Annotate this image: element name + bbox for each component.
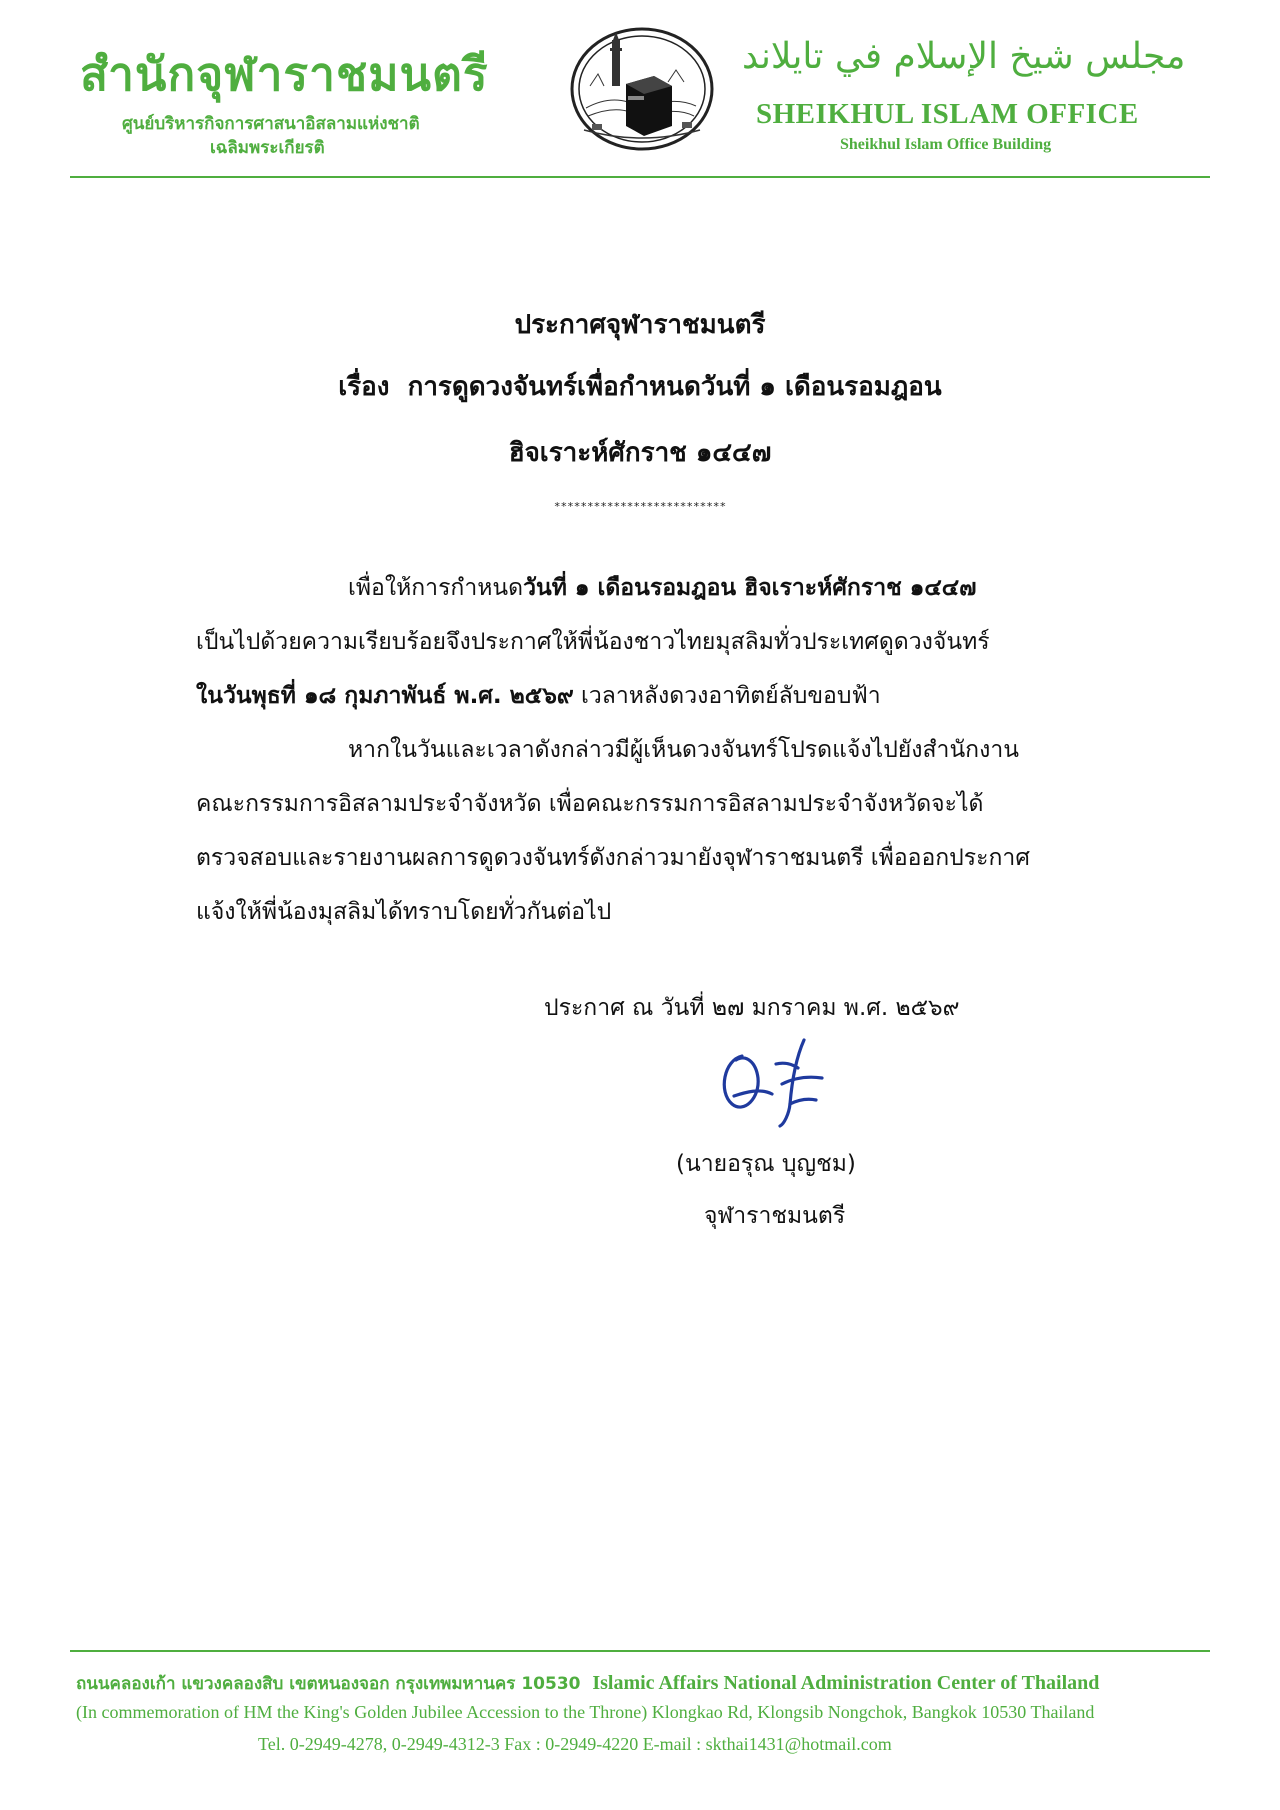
body-line — [196, 678, 881, 714]
announcement-title: ประกาศจุฬาราชมนตรี — [514, 310, 766, 340]
org-subtitle-thai: ศูนย์บริหารกิจการศาสนาอิสลามแห่งชาติ — [122, 114, 420, 134]
kaaba-emblem-icon — [568, 26, 716, 152]
announcement-era: ฮิจเราะห์ศักราช ๑๔๔๗ — [508, 438, 772, 468]
footer-address — [76, 1670, 1099, 1697]
org-subtitle-thai-2: เฉลิมพระเกียรติ — [210, 138, 325, 158]
announcement-subject — [0, 366, 1280, 407]
body-text-bold: วันที่ ๑ เดือนรอมฎอน ฮิจเราะห์ศักราช ๑๔๔๗ — [523, 575, 977, 601]
signatory-name: (นายอรุณ บุญชม) — [676, 1151, 856, 1177]
body-text: เวลาหลังดวงอาทิตย์ลับขอบฟ้า — [573, 683, 881, 709]
footer-divider — [70, 1650, 1210, 1652]
body-line: เป็นไปด้วยความเรียบร้อยจึงประกาศให้พี่น้องชาวไทยมุสลิมทั่วประเทศดูดวงจันทร์ — [196, 629, 990, 655]
subject-text: การดูดวงจันทร์เพื่อกำหนดวันที่ ๑ เดือนรอมฎอน — [407, 372, 942, 402]
body-line: คณะกรรมการอิสลามประจำจังหวัด เพื่อคณะกรรมการอิสลามประจำจังหวัดจะได้ — [196, 791, 984, 817]
subject-label: เรื่อง — [338, 372, 390, 402]
body-text-bold: ในวันพุธที่ ๑๘ กุมภาพันธ์ พ.ศ. ๒๕๖๙ — [196, 683, 574, 709]
separator: ************************** — [553, 500, 727, 513]
footer-address-thai: ถนนคลองเก้า แขวงคลองสิบ เขตหนองจอก กรุงเทพมหานคร 10530 — [76, 1674, 581, 1694]
org-building-english: Sheikhul Islam Office Building — [840, 136, 1052, 153]
body-text: เพื่อให้การกำหนด — [348, 575, 524, 601]
body-line: ตรวจสอบและรายงานผลการดูดวงจันทร์ดังกล่าวมายังจุฬาราชมนตรี เพื่อออกประกาศ — [196, 845, 1030, 871]
footer-address-english: (In commemoration of HM the King's Golden Jubilee Accession to the Throne) Klongkao Rd, Klongsib Nongchok, Bangkok 10530 Thailand — [76, 1702, 1095, 1722]
footer-contact: Tel. 0-2949-4278, 0-2949-4312-3 Fax : 0-2949-4220 E-mail : skthai1431@hotmail.com — [258, 1734, 892, 1754]
org-name-arabic: مجلس شيخ الإسلام في تايلاند — [742, 36, 1186, 77]
signature-icon — [712, 1034, 862, 1130]
body-line — [348, 570, 976, 606]
org-name-english: SHEIKHUL ISLAM OFFICE — [756, 98, 1139, 130]
header-divider — [70, 176, 1210, 178]
body-line: แจ้งให้พี่น้องมุสลิมได้ทราบโดยทั่วกันต่อไป — [196, 899, 612, 925]
announcement-date: ประกาศ ณ วันที่ ๒๗ มกราคม พ.ศ. ๒๕๖๙ — [544, 995, 960, 1021]
org-name-thai: สำนักจุฬาราชมนตรี — [80, 47, 489, 101]
footer-center-name: Islamic Affairs National Administration Center of Thailand — [592, 1672, 1100, 1694]
body-line: หากในวันและเวลาดังกล่าวมีผู้เห็นดวงจันทร์โปรดแจ้งไปยังสำนักงาน — [348, 737, 1019, 763]
signatory-position: จุฬาราชมนตรี — [704, 1203, 846, 1229]
